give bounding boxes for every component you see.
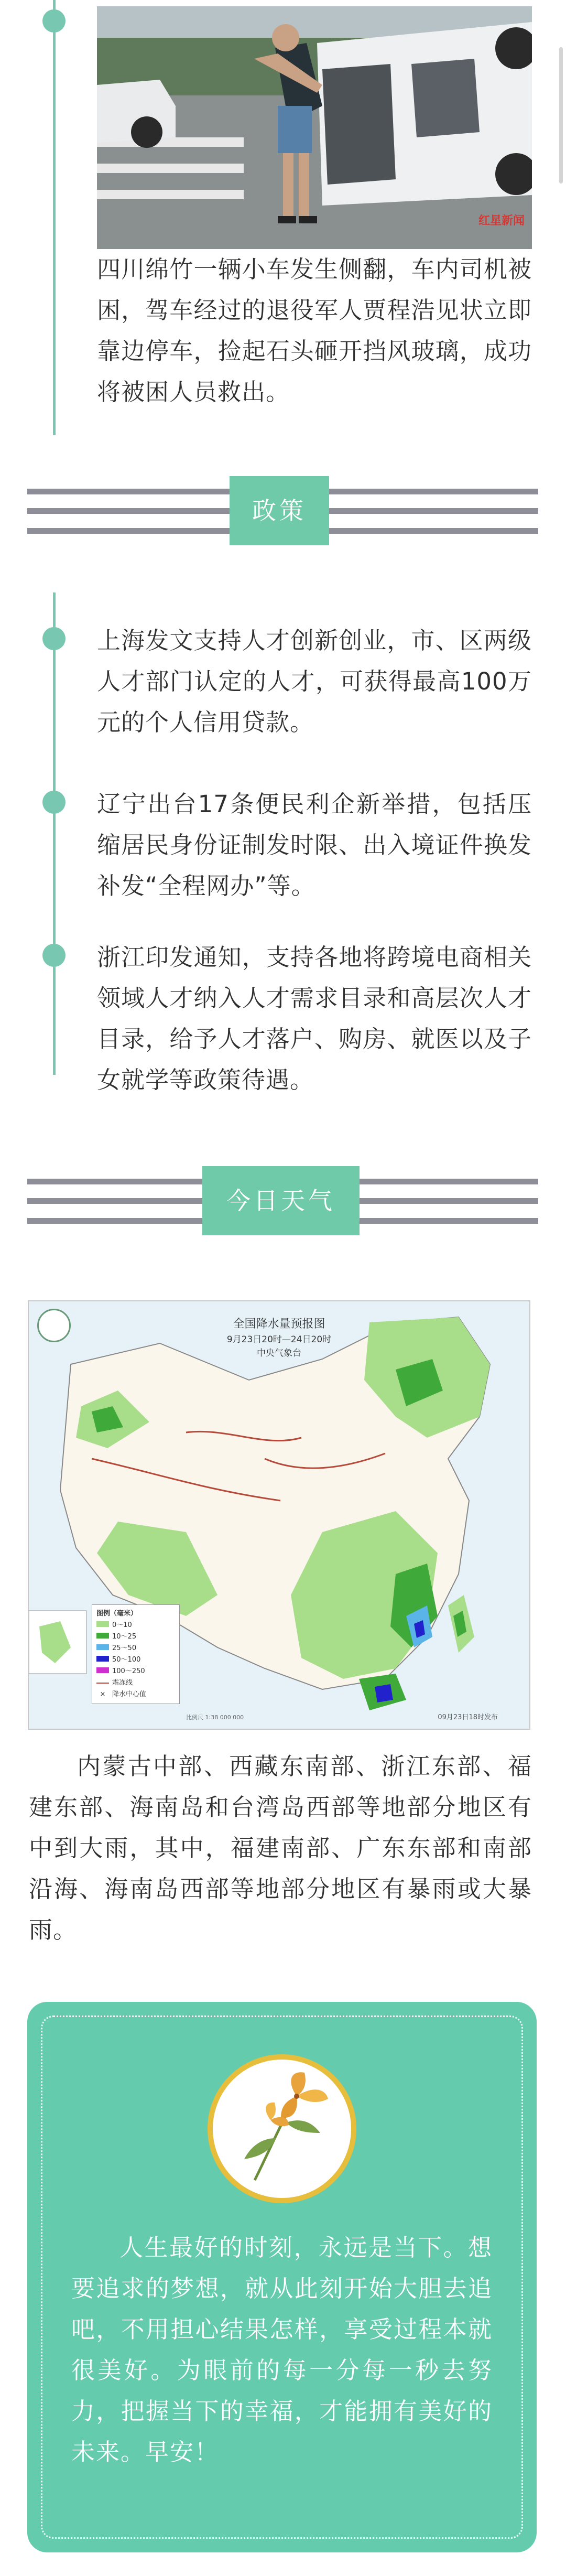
morning-quote-text: 人生最好的时刻，永远是当下。想要追求的梦想，就从此刻开始大胆去追吧，不用担心结果怎样，享受过程本就很美好。为眼前的每一分每一秒去努力，把握当下的幸福，才能拥有美好的未来。早安！ bbox=[71, 2234, 493, 2466]
morning-quote-card bbox=[27, 2002, 537, 2552]
legend-swatch bbox=[96, 1633, 109, 1639]
legend-item bbox=[96, 1689, 175, 1700]
accident-photo[interactable] bbox=[97, 6, 532, 249]
legend-swatch bbox=[96, 1644, 109, 1650]
precip-center-icon: × bbox=[100, 1690, 106, 1698]
legend-item bbox=[96, 1666, 175, 1677]
timeline-policy bbox=[53, 592, 56, 1075]
legend-label: 10～25 bbox=[112, 1633, 137, 1641]
timeline-dot bbox=[42, 791, 66, 814]
legend-label: 50～100 bbox=[112, 1656, 141, 1664]
map-agency: 中央气象台 bbox=[257, 1348, 301, 1359]
legend-label: 0～10 bbox=[112, 1621, 132, 1629]
policy-item: 浙江印发通知，支持各地将跨境电商相关领域人才纳入人才需求目录和高层次人才目录，给予人才落户、购房、就医以及子女就学等政策待遇。 bbox=[97, 943, 532, 1094]
map-title: 全国降水量预报图 bbox=[233, 1318, 325, 1331]
timeline-news bbox=[53, 0, 56, 435]
weather-forecast-content: 内蒙古中部、西藏东南部、浙江东部、福建东部、海南岛和台湾岛西部等地部分地区有中到大雨，其中，福建南部、广东东部和南部沿海、海南岛西部等地部分地区有暴雨或大暴雨。 bbox=[29, 1752, 532, 1944]
weather-section-title: 今日天气 bbox=[202, 1166, 360, 1235]
timeline-dot bbox=[42, 9, 66, 33]
legend-swatch bbox=[96, 1656, 109, 1662]
legend-item bbox=[96, 1654, 175, 1666]
legend-item bbox=[96, 1620, 175, 1631]
timeline-dot bbox=[42, 944, 66, 967]
legend-label: 100～250 bbox=[112, 1667, 145, 1675]
policy-item: 上海发文支持人才创新创业，市、区两级人才部门认定的人才，可获得最高100万元的个人信用贷款。 bbox=[97, 627, 532, 736]
legend-swatch bbox=[96, 1667, 109, 1673]
map-published: 09月23日18时发布 bbox=[438, 1713, 498, 1721]
legend-title: 图例（毫米） bbox=[96, 1610, 138, 1618]
policy-item: 辽宁出台17条便民利企新举措，包括压缩居民身份证制发时限、出入境证件换发补发“全程网办”等。 bbox=[97, 790, 532, 900]
lily-flower-icon bbox=[213, 2060, 351, 2198]
legend-label: 25～50 bbox=[112, 1644, 137, 1652]
scrollbar-thumb[interactable] bbox=[559, 47, 563, 184]
policy-section-title: 政策 bbox=[230, 476, 329, 545]
legend-label: 降水中心值 bbox=[112, 1690, 147, 1698]
accident-photo-illustration bbox=[97, 6, 532, 249]
legend-item bbox=[96, 1643, 175, 1654]
map-period: 9月23日20时—24日20时 bbox=[226, 1334, 332, 1345]
legend-swatch bbox=[96, 1621, 109, 1627]
legend-item bbox=[96, 1677, 175, 1689]
legend-item bbox=[96, 1631, 175, 1643]
accident-news-text: 四川绵竹一辆小车发生侧翻，车内司机被困，驾车经过的退役军人贾程浩见状立即靠边停车，捡起石头砸开挡风玻璃，成功将被困人员救出。 bbox=[97, 255, 532, 406]
flower-medallion bbox=[208, 2054, 356, 2203]
map-scale: 比例尺 1:38 000 000 bbox=[186, 1714, 244, 1721]
frost-line-icon bbox=[96, 1683, 109, 1684]
precipitation-map[interactable] bbox=[28, 1300, 530, 1730]
weather-forecast-text bbox=[29, 1746, 532, 1950]
legend-label: 霜冻线 bbox=[112, 1679, 133, 1687]
photo-watermark: 红星新闻 bbox=[478, 214, 525, 228]
timeline-dot bbox=[42, 627, 66, 650]
map-legend bbox=[92, 1604, 180, 1704]
